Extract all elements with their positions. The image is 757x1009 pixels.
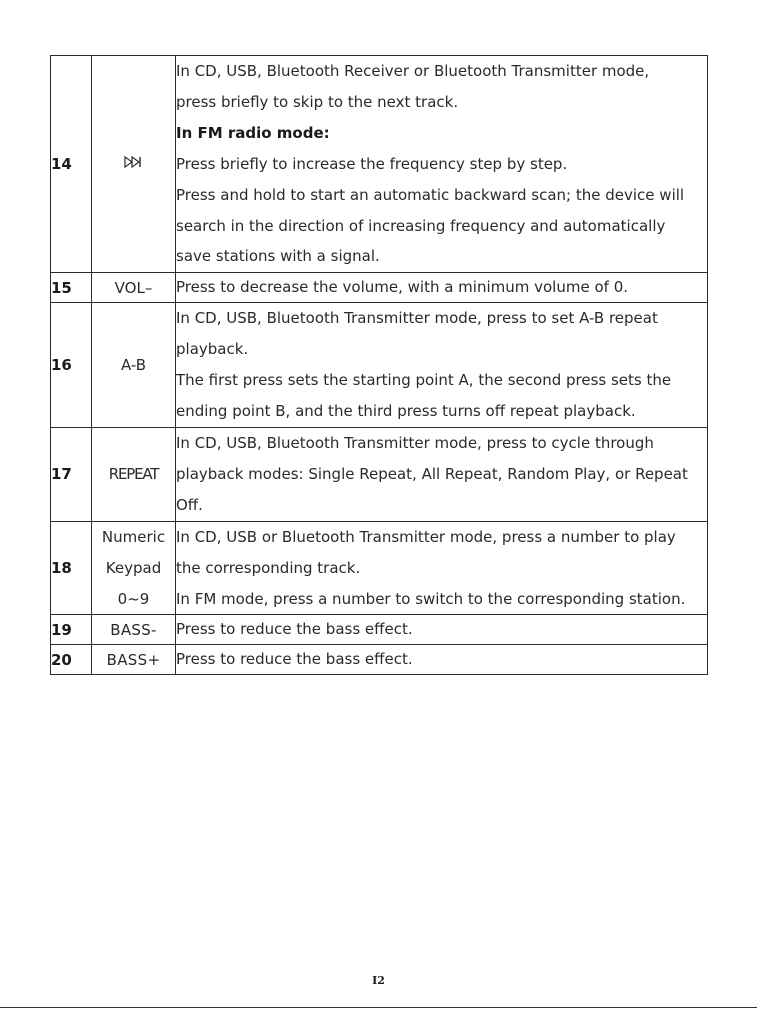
key-label-line: Numeric	[101, 527, 166, 546]
key-label: BASS-	[92, 615, 176, 645]
table-row	[51, 56, 708, 273]
description-subheading: In FM radio mode:	[176, 123, 330, 142]
description-line: Press briefly to increase the frequency step by step.	[176, 154, 568, 173]
description-line: ending point B, and the third press turns off repeat playback.	[176, 402, 636, 421]
description-cell	[176, 427, 708, 521]
skip-next-icon	[123, 155, 145, 173]
row-number: 16	[51, 303, 92, 428]
function-table	[50, 55, 708, 675]
row-number: 17	[51, 427, 92, 521]
description-line: Press and hold to start an automatic backward scan; the device will	[176, 185, 685, 204]
page-number: I2	[372, 974, 385, 987]
description-line: search in the direction of increasing frequency and automatically	[176, 216, 666, 235]
description-line: In CD, USB or Bluetooth Transmitter mode, press a number to play	[176, 527, 676, 546]
key-label: BASS+	[92, 645, 176, 675]
description-cell	[176, 303, 708, 428]
description-line: playback modes: Single Repeat, All Repeat, Random Play, or Repeat	[176, 464, 688, 483]
key-cell	[92, 521, 176, 615]
description-cell	[176, 521, 708, 615]
description-cell	[176, 615, 708, 645]
table-row	[51, 521, 708, 615]
key-label: REPEAT	[92, 427, 176, 521]
key-label: VOL–	[92, 273, 176, 303]
description-line: Press to reduce the bass effect.	[176, 650, 413, 669]
divider	[0, 1007, 757, 1008]
key-cell	[92, 56, 176, 273]
table-row	[51, 427, 708, 521]
row-number: 15	[51, 273, 92, 303]
table-row	[51, 303, 708, 428]
description-line: save stations with a signal.	[176, 247, 380, 266]
description-line: press briefly to skip to the next track.	[176, 92, 459, 111]
table-row	[51, 273, 708, 303]
row-number: 18	[51, 521, 92, 615]
description-line: In FM mode, press a number to switch to the corresponding station.	[176, 589, 686, 608]
table-row	[51, 645, 708, 675]
description-cell	[176, 273, 708, 303]
row-number: 20	[51, 645, 92, 675]
description-line: the corresponding track.	[176, 558, 361, 577]
description-line: Off.	[176, 495, 203, 514]
key-label: A-B	[92, 303, 176, 428]
description-line: The first press sets the starting point A, the second press sets the	[176, 371, 672, 390]
description-line: In CD, USB, Bluetooth Receiver or Bluetooth Transmitter mode,	[176, 62, 650, 80]
description-line: In CD, USB, Bluetooth Transmitter mode, press to cycle through	[176, 433, 654, 452]
table-row	[51, 615, 708, 645]
description-line: playback.	[176, 340, 249, 359]
description-cell	[176, 645, 708, 675]
description-line: In CD, USB, Bluetooth Transmitter mode, press to set A-B repeat	[176, 309, 658, 328]
key-label-line: 0~9	[117, 589, 150, 608]
description-line: Press to decrease the volume, with a minimum volume of 0.	[176, 278, 629, 297]
description-cell	[176, 56, 708, 273]
key-label-line: Keypad	[105, 558, 162, 577]
row-number: 14	[51, 56, 92, 273]
description-line: Press to reduce the bass effect.	[176, 620, 413, 639]
row-number: 19	[51, 615, 92, 645]
